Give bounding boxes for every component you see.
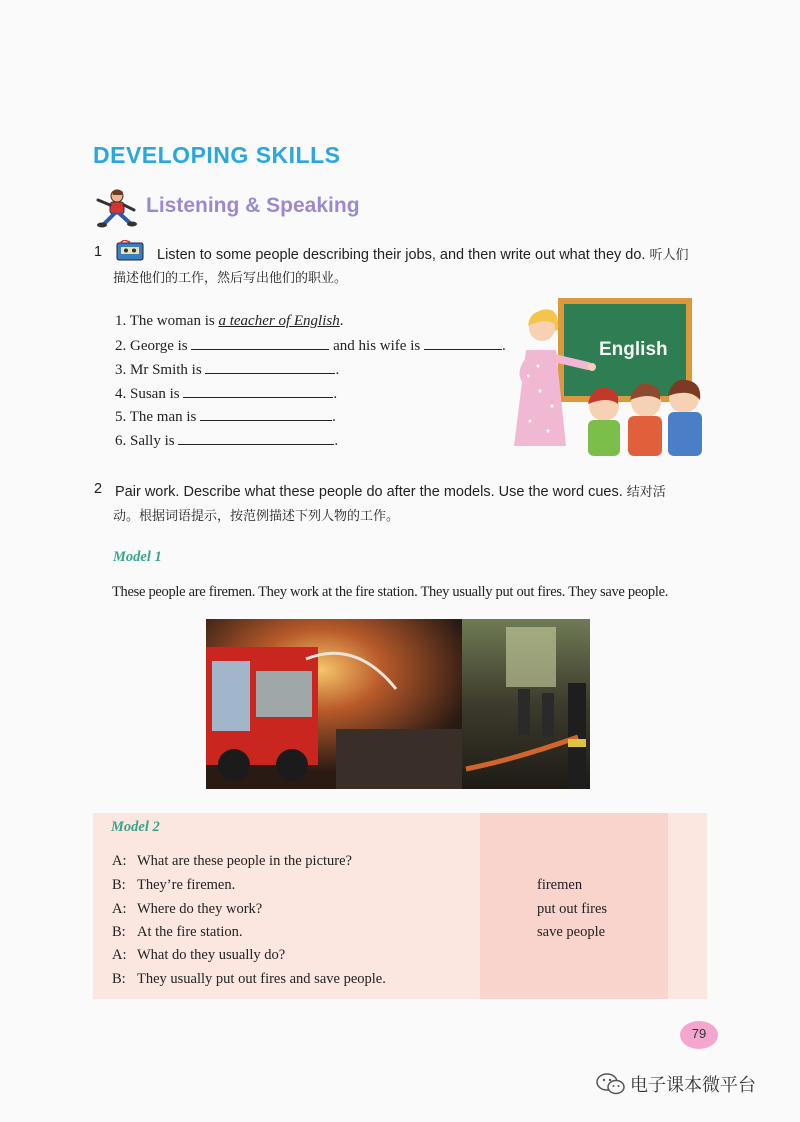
word-cue: save people xyxy=(537,924,606,940)
item-text: Mr Smith is xyxy=(130,362,202,378)
section-subtitle: Listening & Speaking xyxy=(146,194,360,217)
dialogue-line xyxy=(112,924,243,941)
answer-blank[interactable] xyxy=(183,385,333,398)
running-man-icon xyxy=(92,188,140,233)
answer-blank[interactable] xyxy=(191,337,329,350)
audio-cassette-icon xyxy=(116,240,144,267)
dialogue-text: What are these people in the picture? xyxy=(137,853,352,869)
answer-blank[interactable] xyxy=(205,361,335,374)
model-1-text: These people are firemen. They work at the fire station. They usually put out fires. They save people. xyxy=(112,584,669,600)
item-number: 1. xyxy=(115,313,127,329)
item-period: . xyxy=(339,313,344,329)
word-cue: firemen xyxy=(537,877,583,893)
wechat-icon xyxy=(596,1072,626,1101)
exercise-2-instruction-cn-line2: 动。根据词语提示，按范例描述下列人物的工作。 xyxy=(113,509,400,524)
dialogue-line xyxy=(112,877,235,894)
dialogue-text: At the fire station. xyxy=(137,924,243,940)
answer-blank[interactable] xyxy=(200,408,332,421)
dialogue-line xyxy=(112,853,352,870)
answer-blank[interactable] xyxy=(178,432,334,445)
item-text: and his wife is xyxy=(333,338,421,354)
teacher-classroom-illustration xyxy=(508,296,712,458)
speaker: B: xyxy=(112,877,126,893)
item-number: 3. xyxy=(115,362,127,378)
exercise-1-instruction-cn-line2: 描述他们的工作，然后写出他们的职业。 xyxy=(113,271,348,286)
firefighters-photo xyxy=(206,619,590,789)
exercise-item-4 xyxy=(115,385,337,403)
exercise-2-instruction-cn: 结对活 xyxy=(626,485,666,500)
item-text: The woman is xyxy=(129,313,215,329)
blackboard-text: English xyxy=(599,339,668,360)
example-answer: a teacher of English xyxy=(218,313,340,329)
dialogue-text: They usually put out fires and save people. xyxy=(137,971,386,987)
section-title: DEVELOPING SKILLS xyxy=(93,142,341,168)
speaker: A: xyxy=(112,901,127,917)
exercise-1-instruction-cn: 听人们 xyxy=(649,248,689,263)
item-period: . xyxy=(333,386,338,402)
word-cue: put out fires xyxy=(537,901,608,917)
model-2-label: Model 2 xyxy=(111,819,160,835)
dialogue-text: Where do they work? xyxy=(137,901,263,917)
exercise-item-1 xyxy=(115,313,343,330)
item-text: Sally is xyxy=(130,433,175,449)
item-text: George is xyxy=(130,338,188,354)
model-1-label: Model 1 xyxy=(113,549,162,565)
speaker: B: xyxy=(112,924,126,940)
item-number: 5. xyxy=(115,409,127,425)
item-period: . xyxy=(335,362,340,378)
exercise-1-instruction: Listen to some people describing their jobs, and then write out what they do. xyxy=(157,247,646,263)
dialogue-text: They’re firemen. xyxy=(137,877,236,893)
item-period: . xyxy=(501,338,506,354)
item-period: . xyxy=(332,409,336,425)
exercise-1-number: 1 xyxy=(94,244,103,260)
item-text: Susan is xyxy=(130,386,180,402)
exercise-item-3 xyxy=(115,361,339,379)
item-number: 6. xyxy=(115,433,127,449)
page-number: 79 xyxy=(680,1021,718,1049)
speaker: A: xyxy=(112,947,127,963)
exercise-item-6 xyxy=(115,432,338,450)
dialogue-text: What do they usually do? xyxy=(137,947,286,963)
dialogue-line xyxy=(112,947,285,964)
item-number: 4. xyxy=(115,386,127,402)
dialogue-line xyxy=(112,971,386,988)
dialogue-line xyxy=(112,901,262,918)
speaker: A: xyxy=(112,853,127,869)
exercise-2-number: 2 xyxy=(94,481,103,497)
item-number: 2. xyxy=(115,338,127,354)
exercise-item-5 xyxy=(115,408,336,426)
watermark-text: 电子课本微平台 xyxy=(630,1075,756,1096)
exercise-item-2 xyxy=(115,337,506,355)
exercise-2-instruction: Pair work. Describe what these people do after the models. Use the word cues. xyxy=(115,484,623,500)
item-text: The man is xyxy=(129,409,197,425)
item-period: . xyxy=(334,433,339,449)
answer-blank[interactable] xyxy=(424,337,502,350)
speaker: B: xyxy=(112,971,126,987)
